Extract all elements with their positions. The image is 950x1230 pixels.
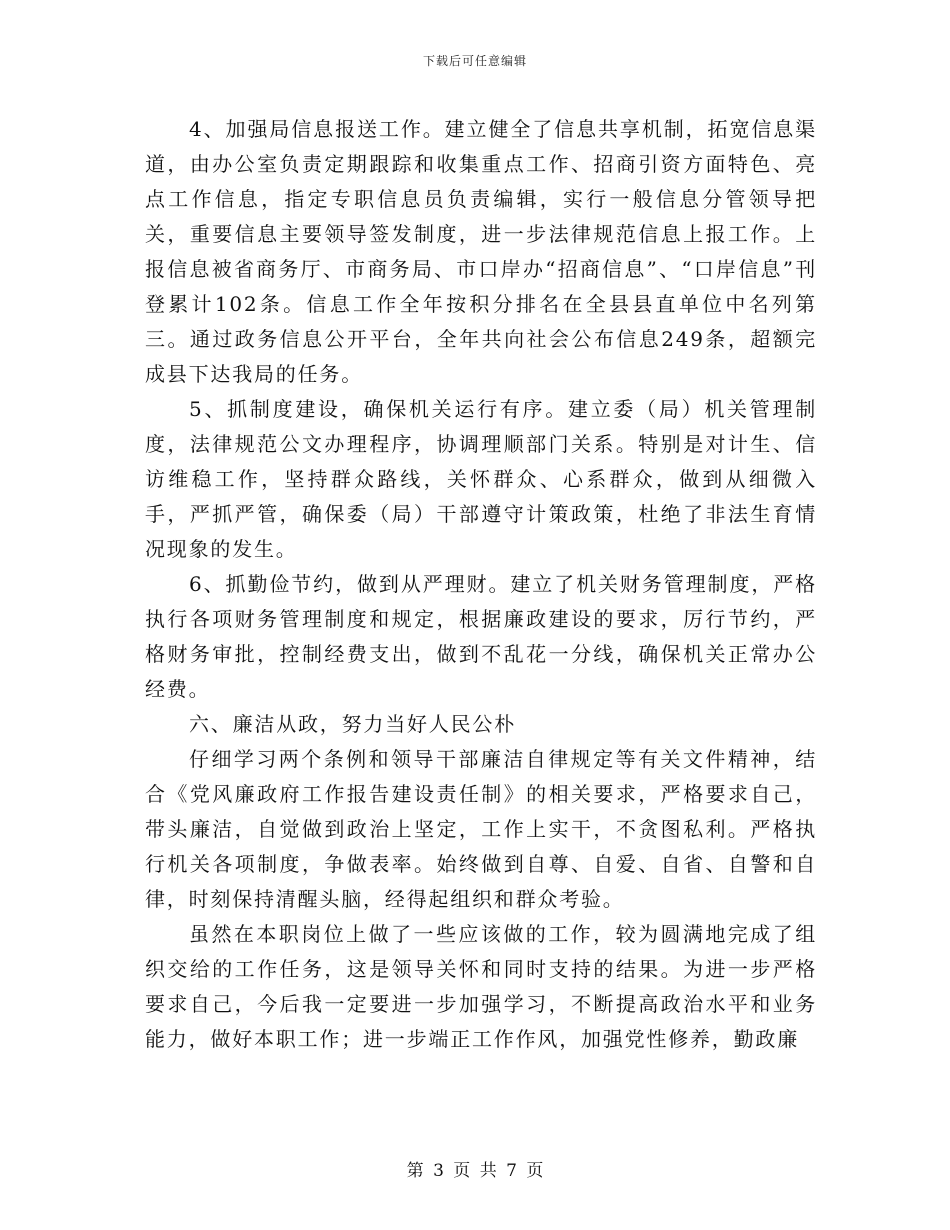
page-number-footer: 第 3 页 共 7 页: [406, 1161, 544, 1181]
paragraph-frugality: 6、抓勤俭节约，做到从严理财。建立了机关财务管理制度，严格执行各项财务管理制度和规定，根据廉政建设的要求，厉行节约，严格财务审批，控制经费支出，做到不乱花一分线，确保机关正常办公经费。: [145, 572, 817, 701]
section-heading-integrity: 六、廉洁从政，努力当好人民公朴: [189, 712, 516, 736]
document-body: [145, 112, 817, 1057]
paragraph-system-building: 5、抓制度建设，确保机关运行有序。建立委（局）机关管理制度，法律规范公文办理程序，协调理顺部门关系。特别是对计生、信访维稳工作，坚持群众路线，关怀群众、心系群众，做到从细微入手，严抓严管，确保委（局）干部遵守计策政策，杜绝了非法生育情况现象的发生。: [145, 397, 817, 561]
paragraph-integrity-study: 仔细学习两个条例和领导干部廉洁自律规定等有关文件精神，结合《党风廉政府工作报告建设责任制》的相关要求，严格要求自己，带头廉洁，自觉做到政治上坚定，工作上实干，不贪图私利。严格执行机关各项制度，争做表率。始终做到自尊、自爱、自省、自警和自律，时刻保持清醒头脑，经得起组织和群众考验。: [145, 747, 817, 911]
paragraph-info-reporting: 4、加强局信息报送工作。建立健全了信息共享机制，拓宽信息渠道，由办公室负责定期跟踪和收集重点工作、招商引资方面特色、亮点工作信息，指定专职信息员负责编辑，实行一般信息分管领导把关，重要信息主要领导签发制度，进一步法律规范信息上报工作。上报信息被省商务厅、市商务局、市口岸办“招商信息”、“口岸信息”刊登累计102条。信息工作全年按积分排名在全县县直单位中名列第三。通过政务信息公开平台，全年共向社会公布信息249条，超额完成县下达我局的任务。: [145, 117, 817, 386]
page-header: 下载后可任意编辑: [422, 54, 527, 68]
paragraph-conclusion: 虽然在本职岗位上做了一些应该做的工作，较为圆满地完成了组织交给的工作任务，这是领导关怀和同时支持的结果。为进一步严格要求自己，今后我一定要进一步加强学习，不断提高政治水平和业务能力，做好本职工作；进一步端正工作作风，加强党性修养，勤政廉: [145, 922, 817, 1051]
